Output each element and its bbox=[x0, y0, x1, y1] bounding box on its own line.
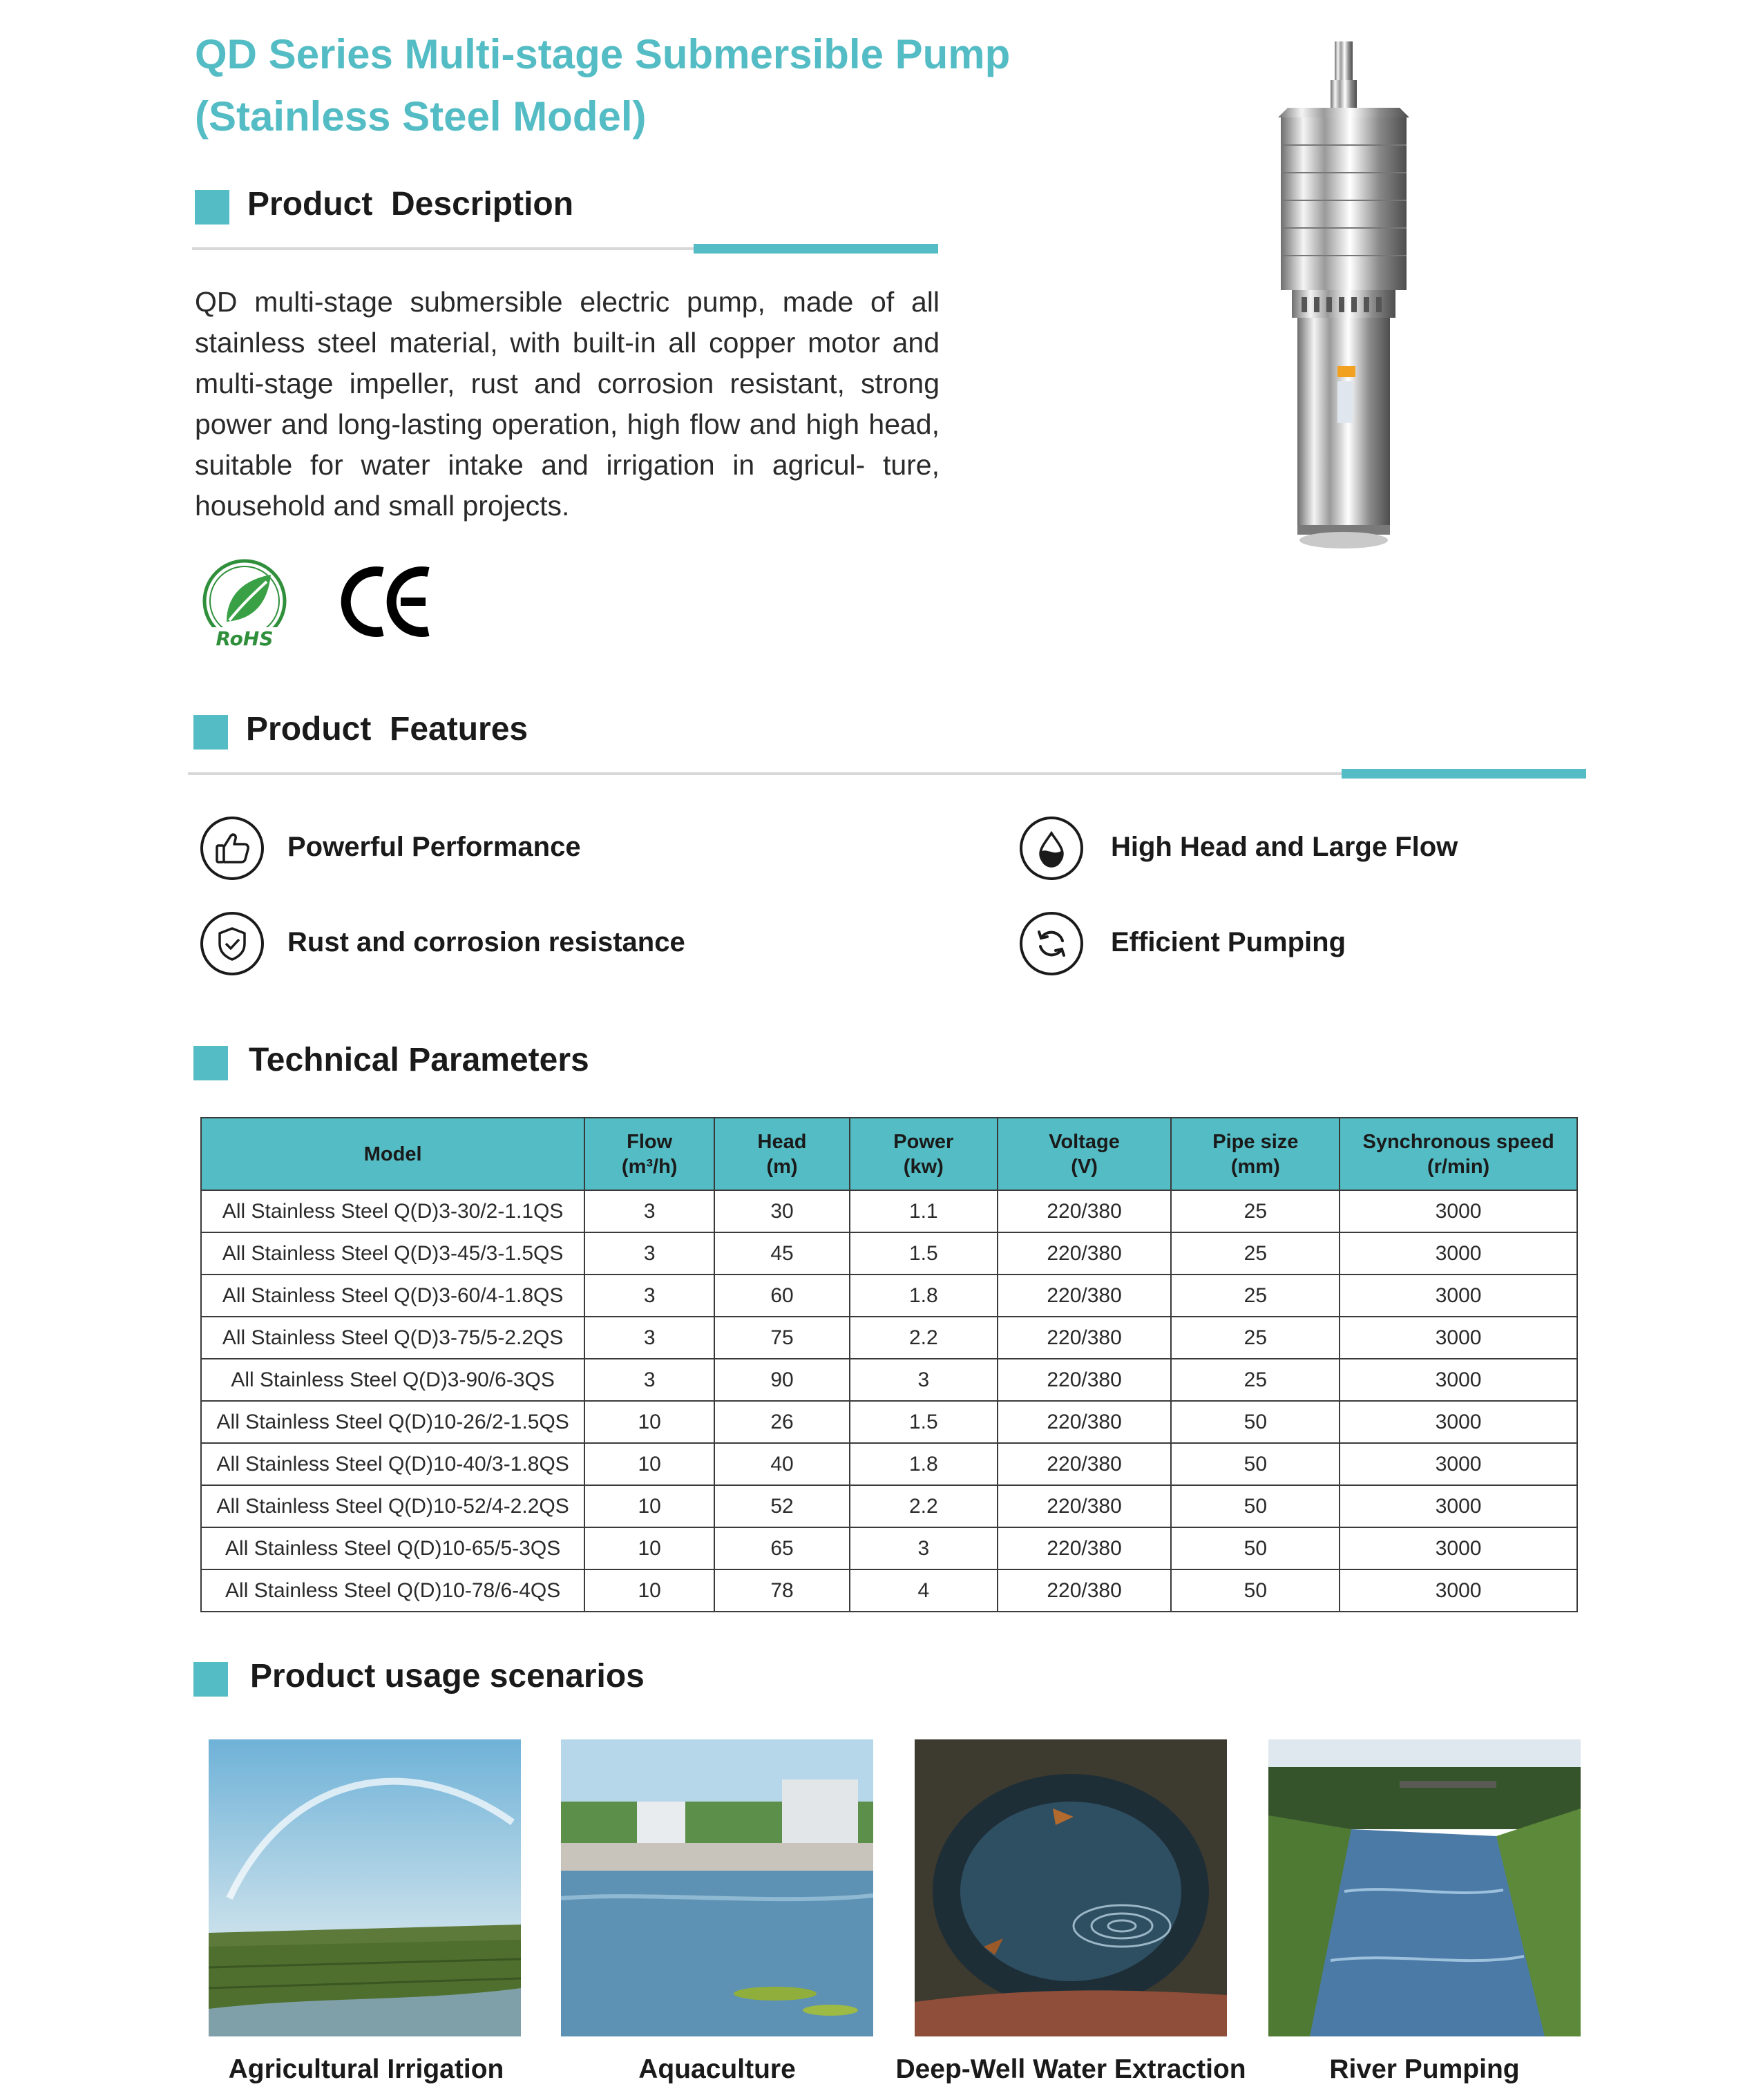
table-cell: 3 bbox=[584, 1190, 714, 1232]
table-cell: 220/380 bbox=[998, 1401, 1172, 1443]
table-cell: 90 bbox=[714, 1359, 850, 1401]
table-cell: 4 bbox=[850, 1569, 998, 1612]
table-cell: 52 bbox=[714, 1485, 850, 1527]
table-cell: 1.1 bbox=[850, 1190, 998, 1232]
rohs-logo-text: RoHS bbox=[216, 627, 274, 650]
table-cell: 3000 bbox=[1340, 1275, 1577, 1317]
scenario-label: Deep-Well Water Extraction bbox=[895, 2054, 1246, 2084]
scenario-label: Agricultural Irrigation bbox=[228, 2054, 504, 2084]
aquaculture-photo bbox=[561, 1739, 873, 2036]
table-cell: All Stainless Steel Q(D)3-45/3-1.5QS bbox=[201, 1232, 584, 1275]
table-cell: 45 bbox=[714, 1232, 850, 1275]
table-cell: 220/380 bbox=[998, 1527, 1172, 1569]
table-cell: 25 bbox=[1171, 1232, 1340, 1275]
table-cell: 26 bbox=[714, 1401, 850, 1443]
table-cell: 3000 bbox=[1340, 1401, 1577, 1443]
table-cell: 30 bbox=[714, 1190, 850, 1232]
section-title-features: Product Features bbox=[246, 711, 528, 747]
table-cell: All Stainless Steel Q(D)10-26/2-1.5QS bbox=[201, 1401, 584, 1443]
table-cell: 40 bbox=[714, 1443, 850, 1485]
table-cell: 3000 bbox=[1340, 1359, 1577, 1401]
table-cell: 220/380 bbox=[998, 1190, 1172, 1232]
section-divider-accent bbox=[1342, 769, 1586, 779]
section-title-description: Product Description bbox=[247, 186, 574, 222]
table-cell: 25 bbox=[1171, 1275, 1340, 1317]
feature-label: Efficient Pumping bbox=[1111, 927, 1346, 957]
table-cell: 1.8 bbox=[850, 1275, 998, 1317]
table-cell: 3 bbox=[584, 1232, 714, 1275]
section-title-technical: Technical Parameters bbox=[249, 1042, 589, 1078]
table-cell: 50 bbox=[1171, 1527, 1340, 1569]
table-cell: All Stainless Steel Q(D)10-40/3-1.8QS bbox=[201, 1443, 584, 1485]
table-cell: 3 bbox=[584, 1317, 714, 1359]
table-cell: 65 bbox=[714, 1527, 850, 1569]
table-cell: 25 bbox=[1171, 1359, 1340, 1401]
feature-label: Powerful Performance bbox=[287, 832, 581, 862]
table-cell: 50 bbox=[1171, 1569, 1340, 1612]
table-row bbox=[201, 1401, 1577, 1443]
table-cell: 10 bbox=[584, 1485, 714, 1527]
feature-label: High Head and Large Flow bbox=[1111, 832, 1458, 862]
table-row bbox=[201, 1485, 1577, 1527]
column-header: Synchronous speed (r/min) bbox=[1340, 1118, 1577, 1190]
table-cell: 10 bbox=[584, 1527, 714, 1569]
table-cell: 3000 bbox=[1340, 1485, 1577, 1527]
table-row bbox=[201, 1527, 1577, 1569]
table-cell: 2.2 bbox=[850, 1485, 998, 1527]
table-cell: All Stainless Steel Q(D)10-65/5-3QS bbox=[201, 1527, 584, 1569]
rohs-logo bbox=[199, 558, 290, 651]
table-row bbox=[201, 1443, 1577, 1485]
section-divider-accent bbox=[694, 244, 938, 254]
shield-check-icon bbox=[200, 912, 264, 975]
table-cell: 10 bbox=[584, 1401, 714, 1443]
table-cell: 3 bbox=[850, 1527, 998, 1569]
table-row bbox=[201, 1275, 1577, 1317]
section-marker bbox=[193, 715, 228, 750]
water-drop-icon bbox=[1020, 817, 1083, 880]
table-cell: 1.8 bbox=[850, 1443, 998, 1485]
table-cell: 60 bbox=[714, 1275, 850, 1317]
thumbs-up-icon bbox=[200, 817, 264, 880]
product-description-text: QD multi-stage submersible electric pump, made of all stainless steel material, with built-in all copper motor and multi-stage impeller, rust and corrosion resistant, strong power and long-lasting operation, high flow and high head, suitable for water intake and irrigation in agricul- ture, household and small projects. bbox=[195, 286, 940, 522]
column-header: Head (m) bbox=[714, 1118, 850, 1190]
column-header: Model bbox=[201, 1118, 584, 1190]
page-title bbox=[195, 23, 1162, 148]
table-cell: 220/380 bbox=[998, 1232, 1172, 1275]
table-header-row bbox=[201, 1118, 1577, 1190]
refresh-cycle-icon bbox=[1020, 912, 1083, 975]
table-cell: 25 bbox=[1171, 1190, 1340, 1232]
table-cell: 78 bbox=[714, 1569, 850, 1612]
section-marker bbox=[193, 1662, 228, 1697]
river-photo bbox=[1268, 1739, 1581, 2036]
deep-well-photo bbox=[915, 1739, 1227, 2036]
table-cell: 220/380 bbox=[998, 1275, 1172, 1317]
table-cell: All Stainless Steel Q(D)3-60/4-1.8QS bbox=[201, 1275, 584, 1317]
table-cell: 50 bbox=[1171, 1401, 1340, 1443]
scenario-label: River Pumping bbox=[1329, 2054, 1520, 2084]
table-cell: 3000 bbox=[1340, 1443, 1577, 1485]
table-cell: 3000 bbox=[1340, 1190, 1577, 1232]
table-row bbox=[201, 1232, 1577, 1275]
table-cell: 220/380 bbox=[998, 1485, 1172, 1527]
column-header: Pipe size (mm) bbox=[1171, 1118, 1340, 1190]
table-cell: 75 bbox=[714, 1317, 850, 1359]
table-row bbox=[201, 1569, 1577, 1612]
ce-mark-logo bbox=[340, 564, 434, 640]
table-cell: 1.5 bbox=[850, 1232, 998, 1275]
table-cell: 220/380 bbox=[998, 1359, 1172, 1401]
table-cell: 10 bbox=[584, 1569, 714, 1612]
table-cell: 25 bbox=[1171, 1317, 1340, 1359]
table-cell: 3 bbox=[584, 1359, 714, 1401]
table-cell: 3000 bbox=[1340, 1232, 1577, 1275]
table-cell: 50 bbox=[1171, 1485, 1340, 1527]
table-cell: 3 bbox=[584, 1275, 714, 1317]
table-cell: 3000 bbox=[1340, 1317, 1577, 1359]
section-marker bbox=[195, 190, 229, 225]
title-line-2: (Stainless Steel Model) bbox=[195, 93, 647, 140]
table-cell: 1.5 bbox=[850, 1401, 998, 1443]
table-cell: 50 bbox=[1171, 1443, 1340, 1485]
column-header: Power (kw) bbox=[850, 1118, 998, 1190]
table-cell: All Stainless Steel Q(D)3-30/2-1.1QS bbox=[201, 1190, 584, 1232]
table-cell: 10 bbox=[584, 1443, 714, 1485]
table-cell: 3000 bbox=[1340, 1569, 1577, 1612]
table-cell: All Stainless Steel Q(D)10-52/4-2.2QS bbox=[201, 1485, 584, 1527]
table-cell: All Stainless Steel Q(D)10-78/6-4QS bbox=[201, 1569, 584, 1612]
pump-product-image bbox=[1271, 41, 1416, 553]
table-cell: 220/380 bbox=[998, 1569, 1172, 1612]
table-cell: 3000 bbox=[1340, 1527, 1577, 1569]
table-cell: All Stainless Steel Q(D)3-90/6-3QS bbox=[201, 1359, 584, 1401]
table-row bbox=[201, 1190, 1577, 1232]
table-cell: 220/380 bbox=[998, 1317, 1172, 1359]
agricultural-irrigation-photo bbox=[209, 1739, 521, 2036]
section-title-usage: Product usage scenarios bbox=[250, 1658, 645, 1695]
table-row bbox=[201, 1359, 1577, 1401]
title-line-1: QD Series Multi-stage Submersible Pump bbox=[195, 31, 1011, 77]
table-cell: 2.2 bbox=[850, 1317, 998, 1359]
table-cell: All Stainless Steel Q(D)3-75/5-2.2QS bbox=[201, 1317, 584, 1359]
column-header: Flow (m³/h) bbox=[584, 1118, 714, 1190]
table-row bbox=[201, 1317, 1577, 1359]
technical-parameters-table bbox=[200, 1117, 1578, 1612]
scenario-label: Aquaculture bbox=[638, 2054, 796, 2084]
table-cell: 220/380 bbox=[998, 1443, 1172, 1485]
section-marker bbox=[193, 1046, 228, 1080]
column-header: Voltage (V) bbox=[998, 1118, 1172, 1190]
feature-label: Rust and corrosion resistance bbox=[287, 927, 685, 957]
table-cell: 3 bbox=[850, 1359, 998, 1401]
